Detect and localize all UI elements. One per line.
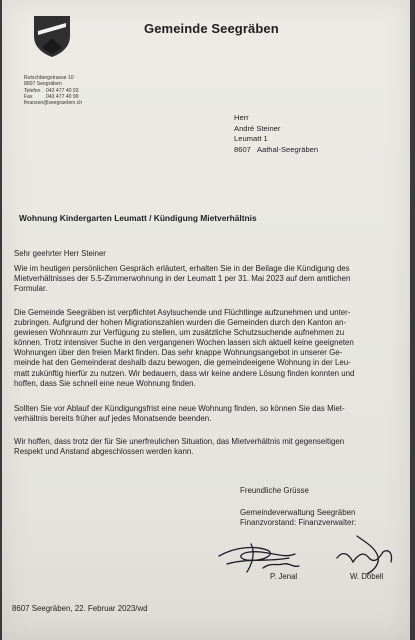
recipient-zip: 8607	[234, 144, 251, 154]
text-line: verhältnis bereits früher auf jedes Monatsende beenden.	[14, 414, 212, 424]
text-line: können. Trotz intensiver Suche in den vergangenen Wochen lassen sich aktuell keine geeigneten	[14, 338, 354, 348]
recipient-salutation: Herr	[234, 113, 249, 122]
letter-salutation: Sehr geehrter Herr Steiner	[14, 249, 106, 258]
text-line: meinde hat den Gemeinderat deshalb dazu bewogen, die gemeindeeigene Wohnung in der Leu-	[14, 358, 351, 368]
letter-subject: Wohnung Kindergarten Leumatt / Kündigung Mietverhältnis	[19, 213, 257, 223]
text-line: Wir hoffen, dass trotz der für Sie unerfreulichen Situation, das Mietverhältnis mit gegenseitigen	[14, 437, 345, 446]
sender-street: Rutschbergstrasse 10	[24, 75, 74, 81]
recipient-name: André Steiner	[234, 123, 281, 133]
fax-number: 043 477 40 99	[46, 93, 79, 100]
recipient-city-row	[234, 145, 318, 156]
text-line: gewiesen Wohnraum zur Verfügung zu stellen, um zusätzliche Schutzsuchende aufnehmen zu	[14, 328, 345, 338]
closing-greeting: Freundliche Grüsse	[240, 486, 309, 495]
signer-1-name: P. Jenal	[270, 572, 298, 581]
coat-of-arms-logo	[32, 14, 72, 58]
sender-city: 8607 Seegräben	[24, 81, 62, 88]
signature-block	[240, 508, 356, 528]
recipient-address	[234, 113, 318, 155]
paragraph-1	[14, 264, 399, 294]
paragraph-2	[14, 308, 399, 389]
text-line: Sollten Sie vor Ablauf der Kündigungsfrist eine neue Wohnung finden, so können Sie das Miet-	[14, 404, 345, 413]
text-line: zubringen. Aufgrund der hohen Migrationszahlen wurden die Gemeinden durch den Kanton an-	[14, 318, 347, 328]
recipient-city: Aathal-Seegräben	[256, 144, 319, 154]
authority-name: Gemeindeverwaltung Seegräben	[240, 508, 356, 517]
sender-address	[24, 75, 82, 106]
sender-email: finanzen@seegraeben.ch	[24, 100, 83, 107]
paragraph-4	[14, 437, 399, 457]
text-line: Die Gemeinde Seegräben ist verpflichtet Asylsuchende und Flüchtlinge aufzunehmen und unter-	[14, 308, 351, 317]
recipient-street: Leumatt 1	[234, 134, 268, 144]
role-finance-admin: Finanzverwalter:	[298, 518, 357, 528]
signer-2-name: W. Dobell	[350, 572, 384, 581]
text-line: Wie im heutigen persönlichen Gespräch erläutert, erhalten Sie in der Beilage die Kündigung des	[14, 264, 350, 273]
text-line: matt zukünftig hierfür zu nutzen. Wir bedauern, dass wir keine andere Lösung finden konnten und	[14, 368, 355, 378]
place-date-footer: 8607 Seegräben, 22. Februar 2023/wd	[12, 604, 148, 613]
phone-number: 043 477 40 93	[46, 87, 79, 94]
text-line: Formular.	[14, 284, 48, 294]
text-line: Wohnungen über den freien Markt finden. Das sehr knappe Wohnungsangebot in unserer Ge-	[14, 348, 343, 358]
role-finance-head: Finanzvorstand:	[240, 518, 297, 528]
text-line: hoffen, dass Sie schnell eine neue Wohnung finden.	[14, 378, 196, 388]
paragraph-3	[14, 404, 399, 424]
letter-page	[2, 0, 410, 640]
fax-label: Fax	[24, 93, 33, 100]
signer-roles	[240, 518, 356, 528]
organization-title: Gemeinde Seegräben	[144, 21, 279, 36]
phone-label: Telefon	[24, 87, 41, 94]
text-line: Respekt und Anstand abgeschlossen werden kann.	[14, 447, 194, 457]
text-line: Mietverhältnisses der 5.5-Zimmerwohnung in der Leumatt 1 per 31. Mai 2023 auf dem amtlichen	[14, 274, 351, 284]
